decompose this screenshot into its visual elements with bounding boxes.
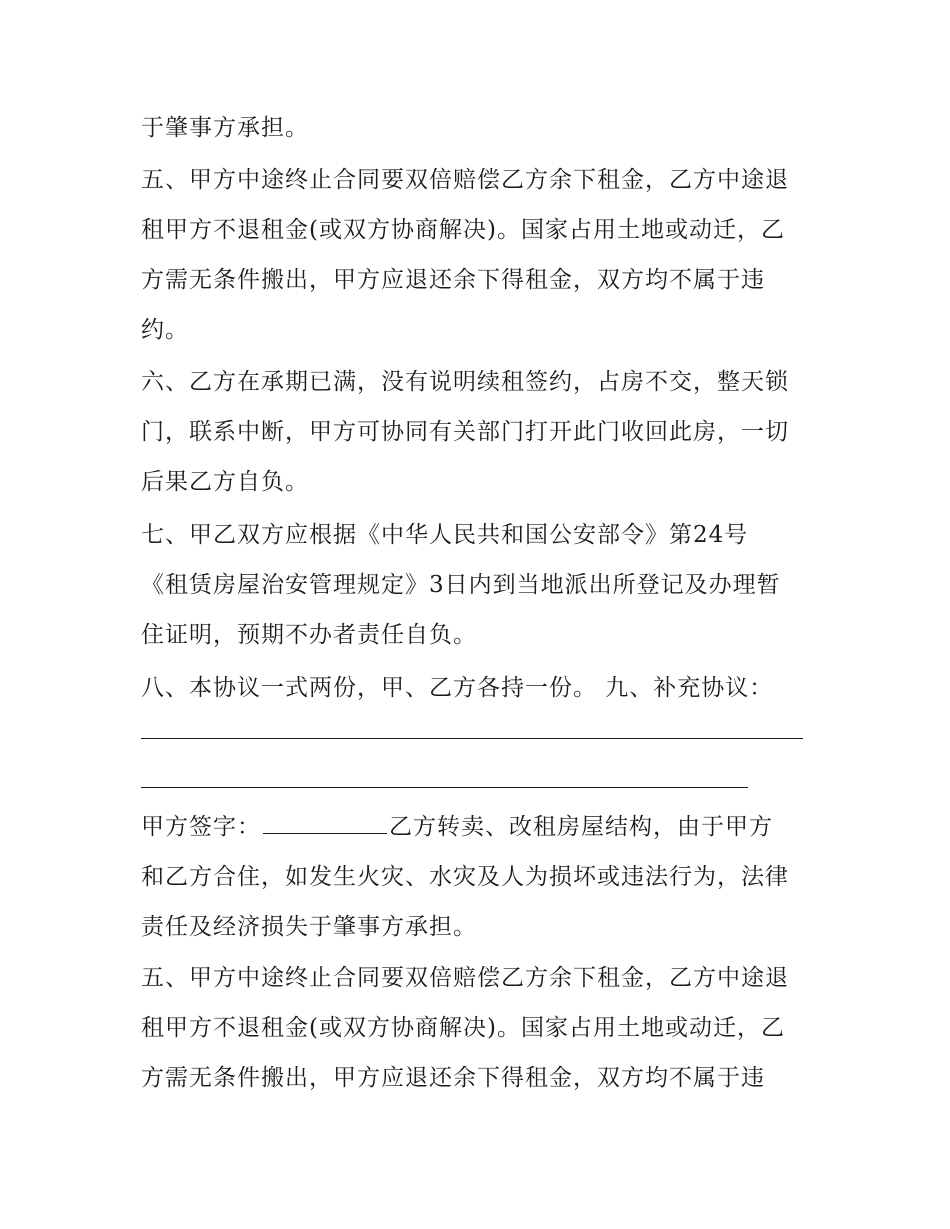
supplement-blank-line (141, 787, 748, 788)
text-line: 租甲方不退租金(或双方协商解决)。国家占用土地或动迁，乙 (141, 1015, 785, 1041)
intro-paragraph (141, 103, 821, 153)
party-a-signature-label: 甲方签字： (141, 814, 261, 840)
text-line: 后果乙方自负。 (141, 469, 309, 495)
text-line: 约。 (141, 317, 189, 343)
clause-8-paragraph (141, 663, 821, 713)
text-line: 六、乙方在承期已满，没有说明续租签约，占房不交，整天锁 (141, 369, 789, 395)
clause-5-repeat-paragraph (141, 953, 821, 1103)
liability-paragraph (141, 852, 821, 952)
clause-7-paragraph (141, 510, 821, 660)
text-line: 住证明，预期不办者责任自负。 (141, 622, 477, 648)
signature-paragraph (141, 802, 821, 852)
clause-5-paragraph (141, 155, 821, 355)
text-line: 租甲方不退租金(或双方协商解决)。国家占用土地或动迁，乙 (141, 217, 785, 243)
text-line: 《租赁房屋治安管理规定》3日内到当地派出所登记及办理暂 (141, 572, 781, 598)
text-line: 八、本协议一式两份，甲、乙方各持一份。 九、补充协议： (141, 675, 774, 701)
text-line: 方需无条件搬出，甲方应退还余下得租金，双方均不属于违 (141, 267, 765, 293)
text-line: 方需无条件搬出，甲方应退还余下得租金，双方均不属于违 (141, 1065, 765, 1091)
party-a-signature-blank (263, 811, 387, 834)
text-line: 责任及经济损失于肇事方承担。 (141, 914, 477, 940)
text-line: 五、甲方中途终止合同要双倍赔偿乙方余下租金，乙方中途退 (141, 167, 789, 193)
supplement-blank-line (141, 738, 803, 739)
text-line: 和乙方合住，如发生火灾、水灾及人为损坏或违法行为，法律 (141, 864, 789, 890)
text-line: 于肇事方承担。 (141, 115, 309, 141)
text-line: 五、甲方中途终止合同要双倍赔偿乙方余下租金，乙方中途退 (141, 965, 789, 991)
text-line: 七、甲乙双方应根据《中华人民共和国公安部令》第24号 (141, 522, 749, 548)
clause-6-paragraph (141, 357, 821, 507)
text-line: 门，联系中断，甲方可协同有关部门打开此门收回此房，一切 (141, 419, 789, 445)
signature-following-text: 乙方转卖、改租房屋结构，由于甲方 (389, 814, 773, 840)
signature-line (141, 802, 821, 852)
